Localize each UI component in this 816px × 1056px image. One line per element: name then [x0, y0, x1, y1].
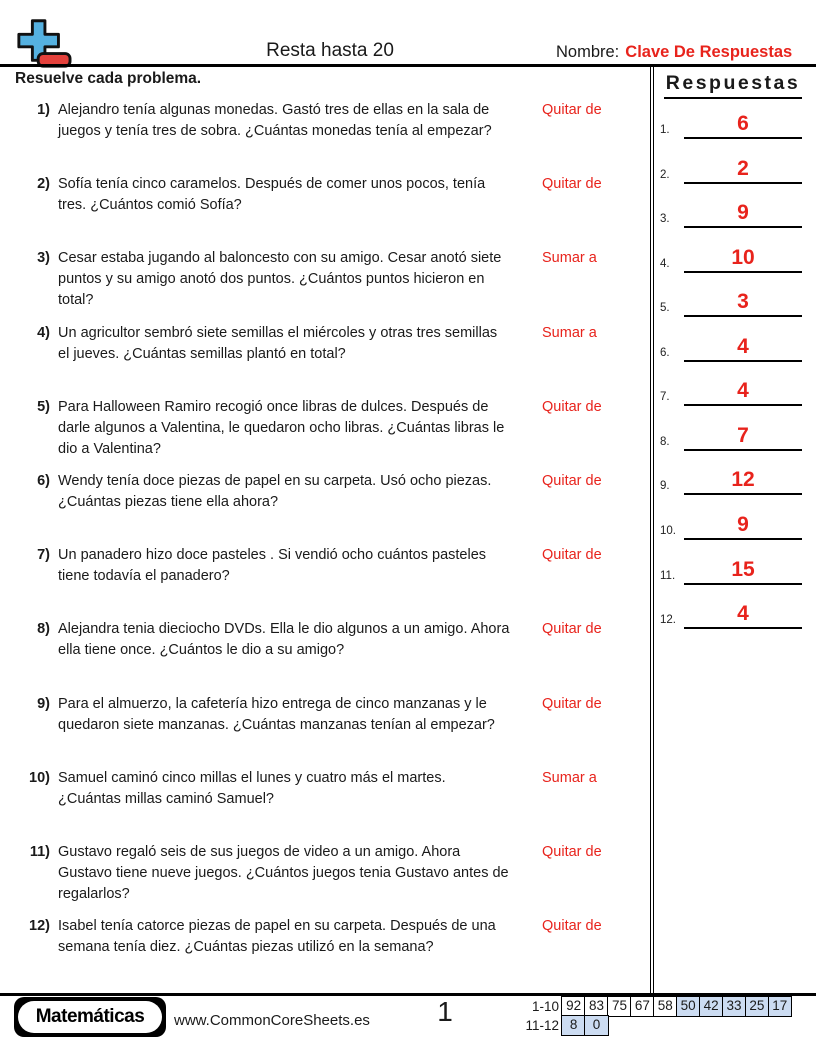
name-label: Nombre: — [556, 43, 620, 61]
score-cell: 33 — [722, 996, 747, 1017]
operation-tag: Sumar a — [542, 324, 597, 341]
problem-text: Wendy tenía doce piezas de papel en su carpeta. Usó ocho piezas. ¿Cuántas piezas tiene ella ahora? — [58, 473, 492, 510]
score-cell: 67 — [630, 996, 655, 1017]
operation-tag: Quitar de — [542, 621, 602, 638]
problem-text: Gustavo regaló seis de sus juegos de video a un amigo. Ahora Gustavo tiene nueve juegos. ¿Cuántos juegos tenia Gustavo antes de regalarlos? — [58, 844, 509, 902]
answer-line — [684, 198, 802, 228]
problem-item — [24, 916, 648, 958]
problem-number: 1) — [37, 102, 50, 118]
answer-value: 3 — [737, 290, 749, 314]
answer-line — [684, 510, 802, 540]
answer-value: 4 — [737, 602, 749, 626]
problem-item — [24, 100, 648, 142]
answer-number: 8. — [660, 435, 670, 448]
problem-item — [24, 545, 648, 587]
score-row — [500, 996, 792, 1017]
problem-text: Sofía tenía cinco caramelos. Después de comer unos pocos, tenía tres. ¿Cuántos comió Sofía? — [58, 176, 486, 214]
plus-minus-logo — [12, 14, 74, 70]
website-link: www.CommonCoreSheets.es — [174, 1012, 370, 1029]
problem-item — [24, 619, 648, 661]
brand-pill — [18, 1001, 162, 1033]
answer-number: 2. — [660, 168, 670, 181]
score-table — [500, 996, 792, 1036]
problem-item — [24, 694, 648, 736]
answer-line — [684, 465, 802, 495]
operation-tag: Quitar de — [542, 695, 602, 712]
answer-line — [684, 555, 802, 585]
problem-text: Alejandro tenía algunas monedas. Gastó tres de ellas en la sala de juegos y tenía tres de sobra. ¿Cuántas monedas tenía al empezar? — [58, 102, 492, 139]
answer-number: 4. — [660, 257, 670, 270]
answer-row — [658, 465, 804, 495]
score-cell: 42 — [699, 996, 724, 1017]
answer-row — [658, 555, 804, 585]
page-number: 1 — [437, 996, 453, 1027]
instruction-text: Resuelve cada problema. — [15, 70, 202, 87]
problem-item — [24, 174, 648, 216]
answer-value: 10 — [731, 245, 755, 269]
score-cell: 92 — [561, 996, 586, 1017]
score-row-label: 1-10 — [531, 999, 559, 1014]
score-cell: 75 — [607, 996, 632, 1017]
answer-value: 6 — [737, 112, 749, 135]
answer-line — [684, 376, 802, 406]
answer-value: 12 — [731, 468, 755, 492]
answer-value: 4 — [737, 379, 749, 403]
answer-number: 6. — [660, 346, 670, 359]
answer-number: 3. — [660, 213, 670, 226]
answer-number: 1. — [660, 124, 670, 136]
answer-row — [658, 198, 804, 228]
problem-text: Para Halloween Ramiro recogió once libras de dulces. Después de darle algunos a Valentina, le quedaron ocho libras. ¿Cuántas libras le dio a Valentina? — [58, 398, 505, 457]
answer-number: 12. — [660, 614, 676, 627]
answer-value: 9 — [737, 512, 749, 536]
answer-row — [658, 510, 804, 540]
answer-value: 15 — [731, 557, 755, 581]
problem-text: Un panadero hizo doce pasteles . Si vendió ocho cuántos pasteles tiene todavía el panadero? — [58, 547, 487, 585]
page-title: Resta hasta 20 — [266, 40, 394, 61]
operation-tag: Sumar a — [542, 769, 597, 786]
operation-tag: Quitar de — [542, 844, 602, 860]
answer-row — [658, 599, 804, 629]
answer-number: 11. — [660, 569, 676, 582]
problem-number: 12) — [29, 918, 50, 935]
problem-number: 4) — [37, 324, 50, 341]
answer-row — [658, 154, 804, 184]
score-cell: 25 — [745, 996, 770, 1017]
answer-row — [658, 243, 804, 273]
answer-number: 7. — [660, 391, 670, 404]
answer-value: 9 — [737, 201, 749, 225]
answer-row — [658, 421, 804, 451]
answer-row — [658, 287, 804, 317]
problem-number: 10) — [29, 769, 50, 786]
brand-label: Matemáticas — [35, 1006, 145, 1027]
operation-tag: Quitar de — [542, 473, 602, 489]
answer-line — [684, 332, 802, 362]
answer-line — [684, 243, 802, 273]
answer-row — [658, 332, 804, 362]
score-cell: 8 — [561, 1015, 586, 1036]
score-cell: 17 — [768, 996, 793, 1017]
answer-line — [684, 421, 802, 451]
problem-number: 8) — [37, 621, 50, 638]
score-cell: 0 — [584, 1015, 609, 1036]
problem-item — [24, 471, 648, 513]
answer-value: 4 — [737, 334, 749, 358]
answer-line — [684, 599, 802, 629]
problem-text: Cesar estaba jugando al baloncesto con su amigo. Cesar anotó siete puntos y su amigo anotó dos puntos. ¿Cuántos puntos hicieron en total? — [58, 250, 502, 309]
answer-line — [684, 287, 802, 317]
score-cell: 83 — [584, 996, 609, 1017]
name-field — [556, 43, 792, 62]
problem-number: 6) — [37, 473, 50, 489]
answer-row — [658, 376, 804, 406]
header-divider-rule — [0, 64, 816, 67]
score-row — [500, 1015, 792, 1036]
problem-item — [24, 248, 648, 311]
operation-tag: Quitar de — [542, 547, 602, 564]
problem-text: Isabel tenía catorce piezas de papel en su carpeta. Después de una semana tenía diez. ¿Cuántas piezas utilizó en la semana? — [58, 918, 496, 956]
answer-number: 9. — [660, 480, 670, 493]
name-value: Clave De Respuestas — [625, 43, 793, 61]
brand-badge — [14, 997, 166, 1037]
score-row-label: 11-12 — [525, 1018, 559, 1034]
problem-number: 3) — [37, 250, 50, 267]
answer-row — [658, 109, 804, 139]
problem-number: 5) — [37, 398, 50, 415]
problem-number: 11) — [29, 844, 50, 860]
problem-text: Para el almuerzo, la cafetería hizo entrega de cinco manzanas y le quedaron siete manzanas. ¿Cuántas manzanas tenían al empezar? — [58, 695, 495, 733]
answer-number: 5. — [660, 302, 670, 315]
problem-text: Un agricultor sembró siete semillas el miércoles y otras tres semillas el jueves. ¿Cuántas semillas plantó en total? — [58, 324, 498, 362]
problem-item — [24, 768, 648, 810]
problem-number: 7) — [37, 547, 50, 564]
column-divider — [650, 66, 654, 993]
answer-number: 10. — [660, 524, 676, 537]
problem-text: Alejandra tenia dieciocho DVDs. Ella le dio algunos a un amigo. Ahora ella tiene once. ¿Cuántos le dio a su amigo? — [58, 621, 510, 659]
problem-item — [24, 323, 648, 365]
operation-tag: Sumar a — [542, 250, 597, 267]
operation-tag: Quitar de — [542, 918, 602, 935]
problem-number: 9) — [37, 695, 50, 712]
answer-value: 7 — [737, 423, 749, 447]
answer-line — [684, 109, 802, 139]
score-cell: 50 — [676, 996, 701, 1017]
problem-item — [24, 842, 648, 905]
problem-number: 2) — [37, 176, 50, 193]
operation-tag: Quitar de — [542, 398, 602, 415]
answer-line — [684, 154, 802, 184]
operation-tag: Quitar de — [542, 176, 602, 193]
answer-value: 2 — [737, 156, 749, 180]
operation-tag: Quitar de — [542, 102, 602, 118]
answers-heading: Respuestas — [658, 72, 808, 99]
problem-item — [24, 397, 648, 460]
problem-text: Samuel caminó cinco millas el lunes y cuatro más el martes. ¿Cuántas millas caminó Samuel? — [58, 769, 446, 807]
score-cell: 58 — [653, 996, 678, 1017]
